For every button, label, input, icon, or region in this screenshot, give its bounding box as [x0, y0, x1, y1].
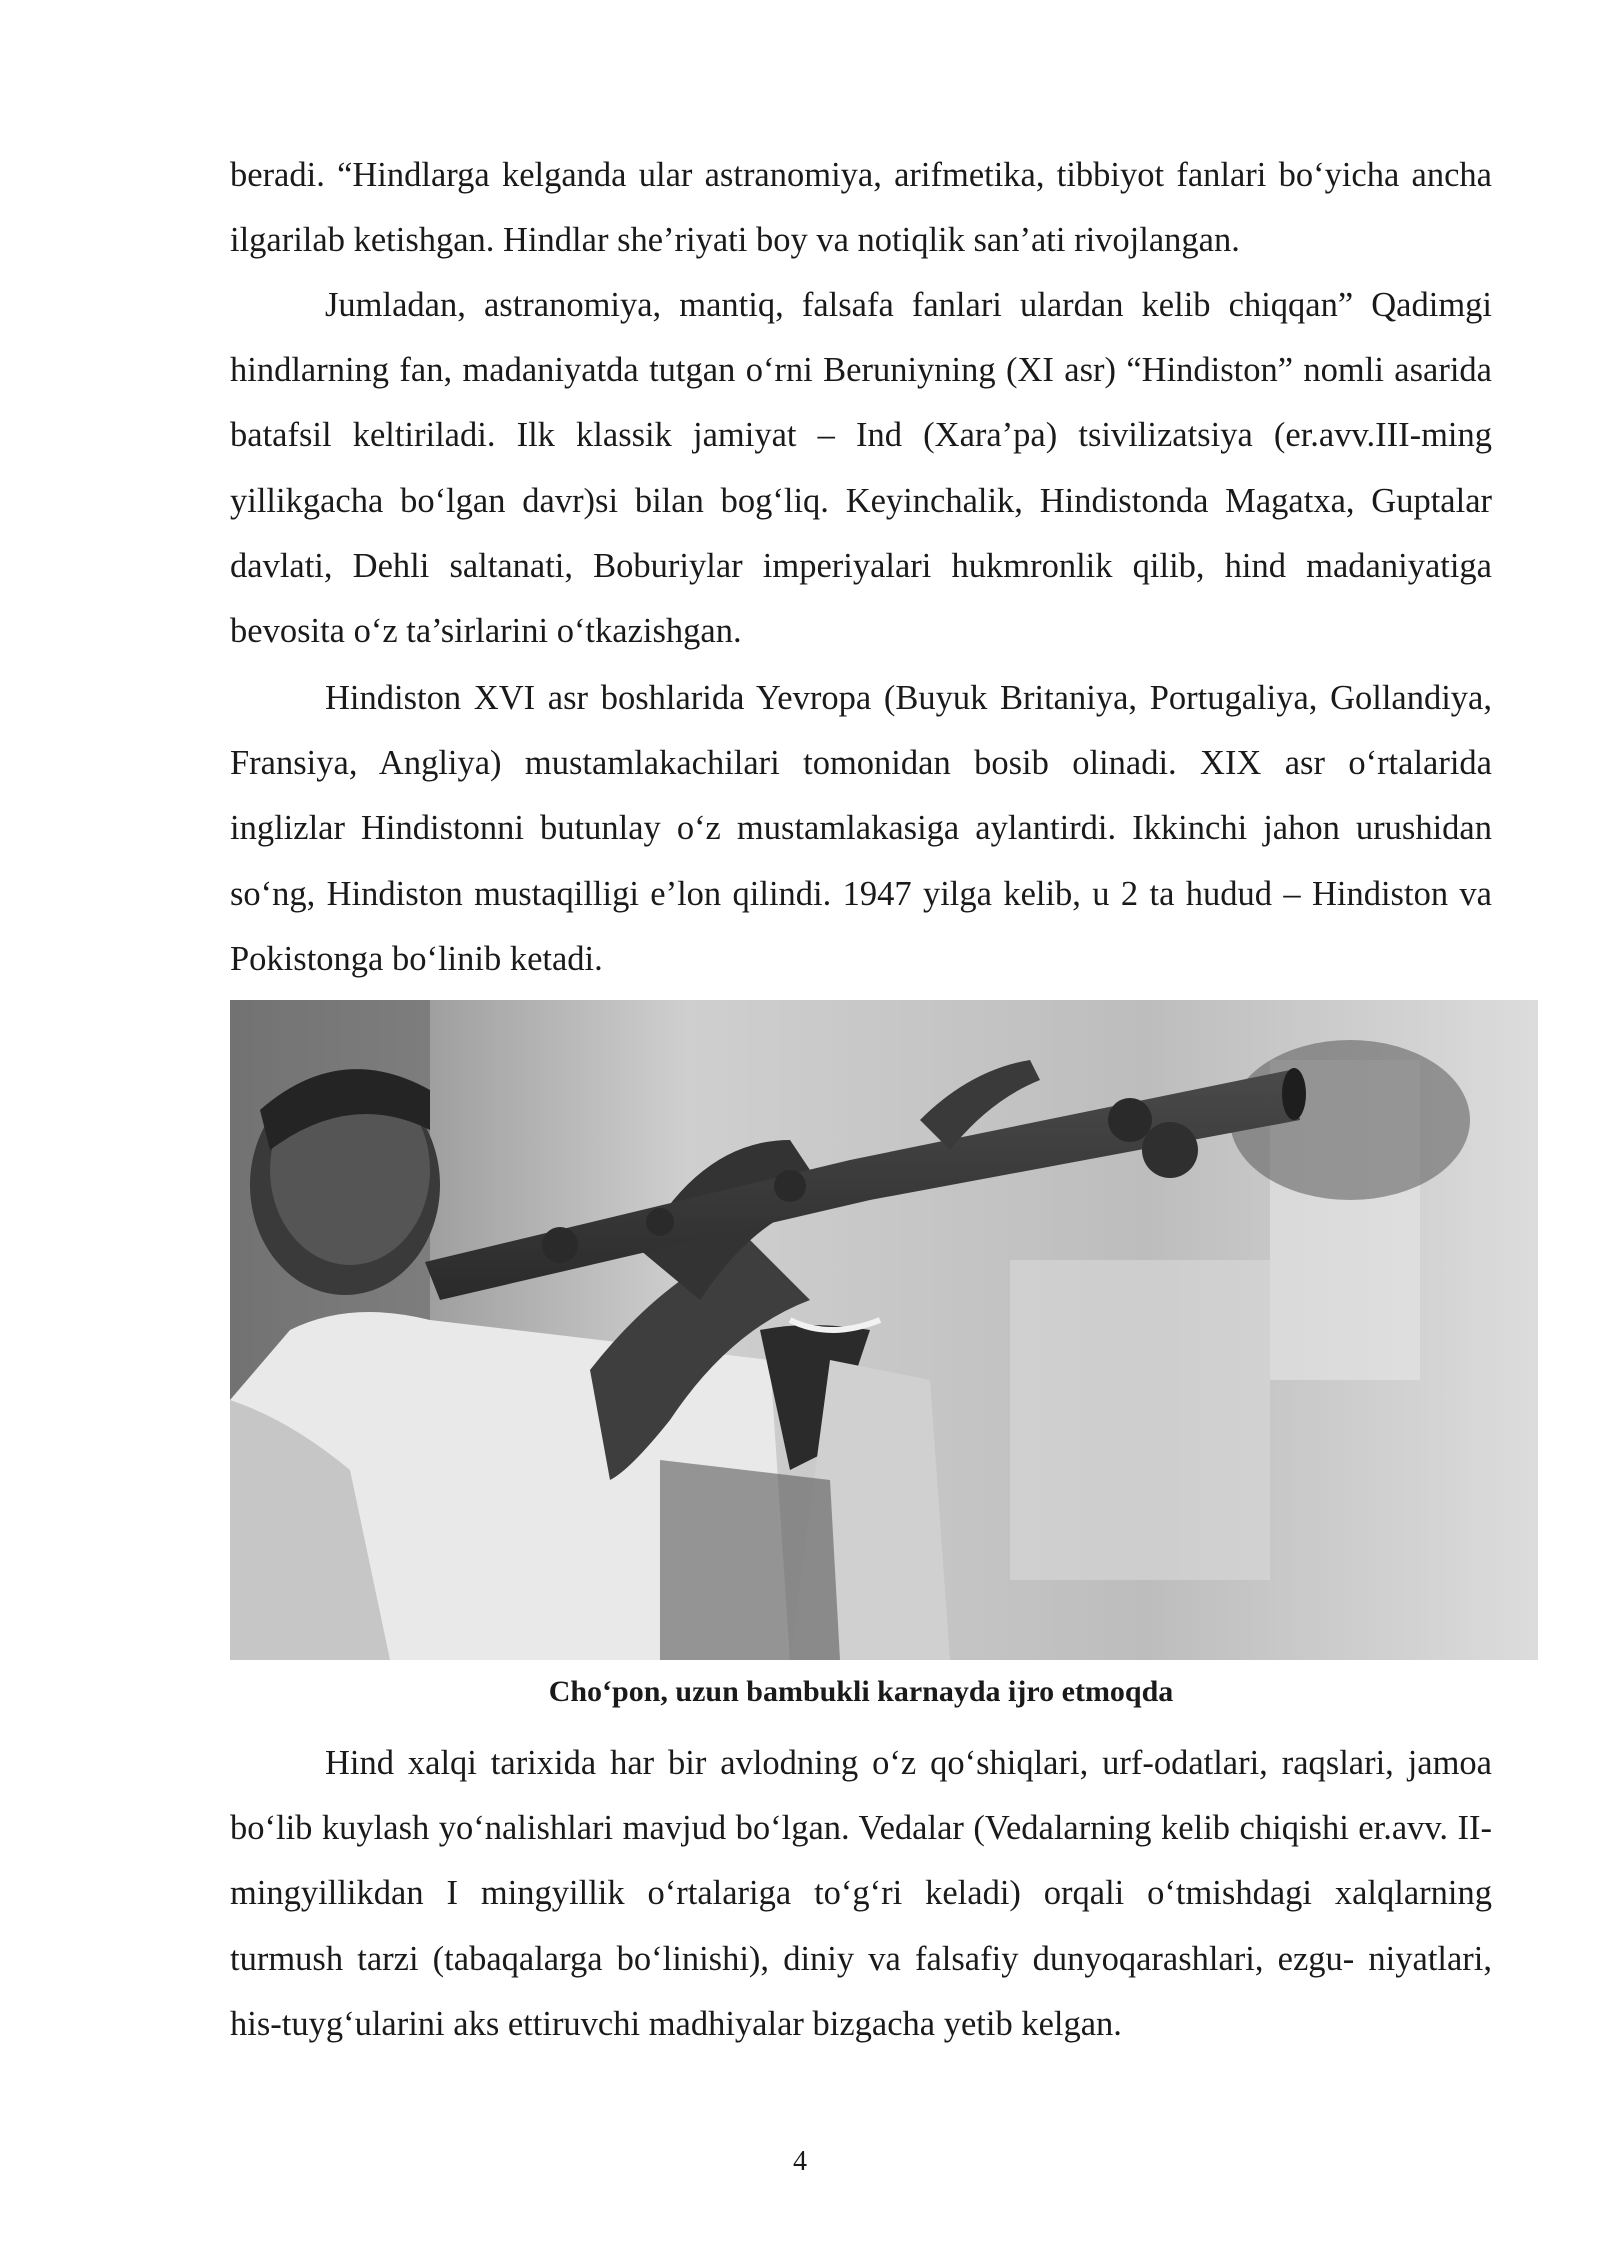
- paragraph-4: Hind xalqi tarixida har bir avlodning o‘z qo‘shiqlari, urf-odatlari, raqslari, jamoa bo‘lib kuylash yo‘nalishlari mavjud bo‘lgan. Vedalar (Vedalarning kelib chiqishi er.avv. II-mingyillikdan I mingyillik o‘rtalariga to‘g‘ri keladi) orqali o‘tmishdagi xalqlarning turmush tarzi (tabaqalarga bo‘linishi), diniy va falsafiy dunyoqarashlari, ezgu- niyatlari, his-tuyg‘ularini aks ettiruvchi madhiyalar bizgacha yetib kelgan.: [230, 1744, 1492, 2043]
- paragraph-3: Hindiston XVI asr boshlarida Yevropa (Buyuk Britaniya, Portugaliya, Gollandiya, Fransiya, Angliya) mustamlakachilari tomonidan bosib olinadi. XIX asr o‘rtalarida inglizlar Hindistonni butunlay o‘z mustamlakasiga aylantirdi. Ikkinchi jahon urushidan so‘ng, Hindiston mustaqilligi e’lon qilindi. 1947 yilga kelib, u 2 ta hudud – Hindiston va Pokistonga bo‘linib ketadi.: [230, 679, 1492, 978]
- figure-caption: Cho‘pon, uzun bambukli karnayda ijro etmoqda: [548, 1675, 1174, 1708]
- paragraph-1: beradi. “Hindlarga kelganda ular astranomiya, arifmetika, tibbiyot fanlari bo‘yicha ancha ilgarilab ketishgan. Hindlar she’riyati boy va notiqlik san’ati rivojlangan.: [230, 156, 1492, 260]
- musician-photo: [230, 1000, 1538, 1660]
- page-number: 4: [793, 2146, 807, 2177]
- paragraph-2: Jumladan, astranomiya, mantiq, falsafa fanlari ulardan kelib chiqqan” Qadimgi hindlarning fan, madaniyatda tutgan o‘rni Beruniyning (XI asr) “Hindiston” nomli asarida batafsil keltiriladi. Ilk klassik jamiyat – Ind (Xara’pa) tsivilizatsiya (er.avv.III-ming yillikgacha bo‘lgan davr)si bilan bog‘liq. Keyinchalik, Hindistonda Magatxa, Guptalar davlati, Dehli saltanati, Boburiylar imperiyalari hukmronlik qilib, hind madaniyatiga bevosita o‘z ta’sirlarini o‘tkazishgan.: [230, 286, 1492, 651]
